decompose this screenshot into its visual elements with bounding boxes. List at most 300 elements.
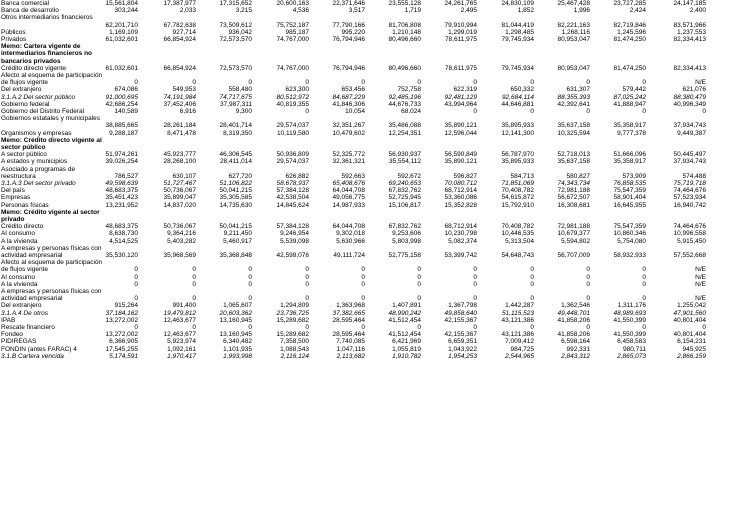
table-cell: 0 [305,295,309,303]
table-cell: 630,107 [172,172,196,180]
table-cell: 9,777,378 [617,129,646,137]
table-row [0,209,735,223]
table-cell: 8,638,730 [109,230,138,238]
table-cell: N/E [695,280,706,288]
table-cell: 995,220 [341,28,365,36]
table-cell: 0 [530,79,534,87]
table-cell: 51,666,096 [613,151,646,159]
table-cell: 56,787,970 [501,151,534,159]
table-cell: 56,707,009 [557,251,590,259]
table-cell: 49,056,775 [332,194,365,202]
table-cell: 82,221,163 [557,21,590,29]
table-cell: 61,032,601 [105,64,138,72]
table-cell: 0 [473,280,477,288]
table-cell: 1,294,809 [280,302,309,310]
table-cell: 49,858,640 [444,309,477,317]
table-cell: 83,571,966 [673,21,706,29]
table-cell: 42,538,504 [276,194,309,202]
table-cell: 41,846,306 [332,100,365,108]
table-cell: 1,298,485 [505,28,534,36]
table-cell: 80,496,660 [388,36,421,43]
table-cell: 79,910,994 [444,21,477,29]
table-cell: 23,727,285 [613,0,646,7]
table-cell: 6,366,905 [109,338,138,346]
table-cell: 72,981,188 [557,187,590,195]
table-cell: 584,713 [510,172,534,180]
table-cell: 8,471,478 [167,129,196,137]
table-cell: 5,923,974 [167,338,196,346]
table-cell: 1,101,935 [223,345,252,353]
table-cell: 1,367,798 [448,302,477,310]
table-cell: 52,725,945 [388,194,421,202]
table-cell: 12,463,677 [163,316,196,324]
table-cell: N/E [695,79,706,87]
row-label: Afecto al esquema de participación de flujos vigente [1,72,103,87]
table-cell: 76,794,946 [332,36,365,43]
table-row [0,137,735,151]
table-cell: 1,442,287 [505,302,534,310]
table-cell: 64,044,708 [332,187,365,195]
table-row [0,108,735,115]
table-cell: 936,042 [228,28,252,36]
table-cell: 35,637,158 [557,122,590,130]
table-cell: 39,026,254 [105,158,138,166]
table-cell: 0 [586,324,590,331]
table-cell: 43,994,964 [444,100,477,108]
row-label: Gobierno del Distrito Federal [1,108,85,115]
table-cell: 0 [586,295,590,303]
table-cell: 10,479,602 [332,129,365,137]
table-cell: 52,718,013 [557,151,590,159]
table-cell: 6,598,164 [561,338,590,346]
table-cell: 13,160,945 [219,331,252,339]
table-cell: 82,719,846 [613,21,646,29]
table-cell: 0 [192,79,196,87]
table-cell: 32,351,267 [332,122,365,130]
table-cell: 35,358,917 [613,122,646,130]
table-cell: 14,845,624 [276,201,309,209]
table-cell: 915,264 [114,302,138,310]
table-cell: 5,594,802 [561,237,590,245]
table-cell: 0 [134,280,138,288]
table-cell: 72,981,188 [557,223,590,231]
table-cell: 1,996 [573,7,590,15]
table-cell: 2,113,682 [336,352,365,360]
table-cell: 80,953,047 [557,36,590,43]
table-cell: 653,456 [341,86,365,94]
table-cell: 16,645,955 [613,201,646,209]
table-cell: 40,801,404 [673,316,706,324]
row-label: Gobierno federal [1,100,50,108]
table-cell: 1,719 [404,7,421,15]
table-cell: 0 [248,295,252,303]
table-cell: 0 [586,280,590,288]
table-cell: 5,174,591 [109,352,138,360]
table-cell: 37,452,406 [163,100,196,108]
row-label: Gobiernos estatales y municipales [1,115,100,123]
row-label: IPAB [1,316,16,324]
table-cell: 41,888,947 [613,100,646,108]
table-cell: 40,819,355 [276,100,309,108]
table-cell: 42,392,641 [557,100,590,108]
table-cell: 44,676,733 [388,100,421,108]
table-cell: 25,467,428 [557,0,590,7]
table-cell: 6,154,231 [677,338,706,346]
row-label: Empresas [1,194,31,202]
table-cell: 0 [586,266,590,274]
table-cell: 0 [642,295,646,303]
table-row [0,302,735,309]
table-cell: 0 [192,266,196,274]
table-cell: 0 [530,108,534,115]
table-cell: 28,261,184 [163,122,196,130]
table-cell: 6,916 [179,108,196,115]
table-cell: 984,725 [510,345,534,353]
table-cell: 35,305,585 [219,194,252,202]
table-cell: 0 [192,295,196,303]
table-cell: 0 [702,324,706,331]
table-cell: 13,231,952 [105,201,138,209]
row-label: Banca comercial [1,0,50,7]
table-cell: 0 [134,273,138,281]
table-cell: 0 [417,273,421,281]
table-cell: 81,044,419 [501,21,534,29]
table-cell: 75,547,359 [613,187,646,195]
table-cell: 2,843,312 [561,352,590,360]
table-cell: 17,545,255 [105,345,138,353]
table-cell: 0 [361,79,365,87]
table-cell: 84,687,229 [332,93,365,101]
table-cell: 37,987,311 [219,100,252,108]
table-cell: 68,712,914 [444,223,477,231]
table-cell: 0 [473,273,477,281]
table-cell: 980,711 [622,345,646,353]
table-cell: 991,400 [172,302,196,310]
table-cell: 0 [473,79,477,87]
table-cell: 35,890,121 [444,122,477,130]
table-cell: 6,659,351 [448,338,477,346]
table-cell: 9,300 [235,108,252,115]
row-label: Otros intermediarios financieros [1,14,93,22]
table-cell: 74,343,734 [557,180,590,187]
table-cell: 81,706,808 [388,21,421,29]
table-cell: 40,996,349 [673,100,706,108]
table-cell: 0 [305,79,309,87]
table-cell: 57,523,934 [673,194,706,202]
table-cell: 72,573,570 [219,36,252,43]
table-cell: 87,025,242 [613,93,646,101]
table-cell: 1,255,042 [677,302,706,310]
table-cell: 17,387,977 [163,0,196,7]
table-cell: 6,340,482 [223,338,252,346]
table-cell: 1,065,607 [223,302,252,310]
table-cell: 15,561,804 [105,0,138,7]
table-cell: 68,024 [401,108,421,115]
table-cell: 52,325,772 [332,151,365,159]
table-cell: 35,358,917 [613,158,646,166]
table-cell: 19,479,812 [163,309,196,317]
table-cell: 35,895,933 [501,122,534,130]
row-label: A estados y municipios [1,158,68,166]
table-cell: 1,055,819 [392,345,421,353]
table-cell: 24,261,765 [444,0,477,7]
table-cell: 91,000,695 [105,93,138,101]
table-cell: N/E [695,273,706,281]
table-cell: 786,527 [114,172,138,180]
table-row [0,65,735,72]
table-cell: 622,319 [453,86,477,94]
table-cell: 41,858,206 [557,331,590,339]
table-row [0,187,735,194]
table-cell: 9,253,606 [392,230,421,238]
table-cell: 20,600,163 [276,0,309,7]
row-label: A sector público [1,151,47,159]
table-row [0,317,735,324]
table-cell: 51,106,822 [219,180,252,187]
table-cell: 74,717,675 [219,93,252,101]
table-cell: 58,678,937 [276,180,309,187]
table-cell: 9,211,450 [223,230,252,238]
table-row [0,180,735,187]
table-cell: 579,442 [622,86,646,94]
table-cell: 9,246,954 [280,230,309,238]
table-cell: 0 [248,79,252,87]
table-row [0,194,735,201]
table-cell: N/E [695,266,706,274]
table-cell: 752,758 [397,86,421,94]
row-label: PIDIREGAS [1,338,37,346]
table-cell: 1,362,546 [561,302,590,310]
table-cell: 7,009,412 [505,338,534,346]
table-cell: 37,934,743 [673,158,706,166]
row-label: Banca de desarrollo [1,7,59,15]
table-cell: 0 [642,108,646,115]
table-cell: 15,792,910 [501,201,534,209]
table-row [0,346,735,353]
table-cell: 43,121,386 [501,316,534,324]
row-label: Memo: Cartera vigente de intermediarios financieros no bancarios privados [1,43,93,65]
table-cell: 50,736,067 [163,187,196,195]
row-label: Privados [1,36,27,43]
table-row [0,353,735,360]
table-row [0,331,735,338]
table-cell: 13,272,002 [105,331,138,339]
table-cell: 9,364,216 [167,230,196,238]
table-cell: 66,854,924 [163,36,196,43]
table-cell: 2,033 [179,7,196,15]
table-cell: 0 [586,273,590,281]
table-cell: 71,851,069 [501,180,534,187]
row-label: 3.1.B Cartera vencida [1,352,64,360]
table-cell: N/E [695,295,706,303]
table-cell: 14,987,933 [332,201,365,209]
table-cell: 558,480 [228,86,252,94]
table-cell: 2,424 [629,7,646,15]
row-label: Del extranjero [1,302,42,310]
table-cell: 0 [192,273,196,281]
table-cell: 1,311,176 [617,302,646,310]
table-cell: 0 [361,266,365,274]
table-cell: 7,740,085 [336,338,365,346]
table-row [0,115,735,129]
table-cell: 303,244 [114,7,138,15]
table-cell: 23,736,725 [276,309,309,317]
table-cell: 1,047,116 [336,345,365,353]
table-row [0,166,735,180]
table-cell: 68,712,914 [444,187,477,195]
table-cell: 1,043,922 [448,345,477,353]
row-label: Al consumo [1,273,35,281]
table-cell: 8,319,350 [223,129,252,137]
table-cell: 32,361,321 [332,158,365,166]
table-cell: 51,727,467 [163,180,196,187]
table-cell: 0 [134,295,138,303]
table-cell: 5,313,504 [505,237,534,245]
table-cell: 51,115,523 [501,309,534,317]
table-cell: 41,512,454 [388,331,421,339]
table-cell: 674,086 [114,86,138,94]
row-label: Públicos [1,28,26,36]
table-cell: 22,371,646 [332,0,365,7]
table-cell: 2,400 [689,7,706,15]
table-cell: 0 [417,79,421,87]
table-cell: 23,555,128 [388,0,421,7]
table-cell: 0 [530,266,534,274]
table-cell: 0 [530,273,534,281]
table-cell: 69,240,653 [388,180,421,187]
row-label: Crédito directo vigente [1,64,67,72]
table-cell: 0 [361,273,365,281]
table-cell: 9,449,387 [677,129,706,137]
table-cell: 92,485,196 [388,93,421,101]
table-cell: 70,408,782 [501,187,534,195]
table-cell: 1,210,148 [392,28,421,36]
table-cell: 24,147,185 [673,0,706,7]
table-cell: 992,331 [566,345,590,353]
table-cell: 51,974,261 [105,151,138,159]
table-cell: 1,268,116 [561,28,590,36]
table-cell: 42,155,367 [444,316,477,324]
table-cell: 0 [642,324,646,331]
table-row [0,238,735,245]
table-cell: 53,360,086 [444,194,477,202]
table-cell: 35,968,569 [163,251,196,259]
table-cell: 50,445,497 [673,151,706,159]
table-cell: 35,530,120 [105,251,138,259]
row-label: FONDIN (antes FARAC) 4 [1,345,77,353]
table-cell: 74,767,000 [276,36,309,43]
table-cell: 626,882 [285,172,309,180]
row-label: Memo: Crédito vigente al sector privado [1,208,100,223]
table-cell: 14,735,630 [219,201,252,209]
table-cell: 592,663 [341,172,365,180]
table-cell: 76,858,535 [613,180,646,187]
table-cell: 0 [473,108,477,115]
table-cell: 0 [305,273,309,281]
table-cell: 1,169,109 [109,28,138,36]
table-cell: 10,679,377 [557,230,590,238]
row-label: 3.1.A.4 De otros [1,309,48,317]
table-cell: 5,754,080 [617,237,646,245]
table-cell: 9,288,187 [109,129,138,137]
table-cell: 35,451,423 [105,194,138,202]
table-cell: 35,368,848 [219,251,252,259]
table-cell: 57,384,128 [276,187,309,195]
table-cell: 2,865,073 [617,352,646,360]
table-cell: 0 [134,324,138,331]
table-cell: 0 [361,295,365,303]
table-row [0,29,735,36]
table-cell: 15,352,828 [444,201,477,209]
table-row [0,245,735,259]
table-row [0,338,735,345]
table-cell: 62,201,710 [105,21,138,29]
table-cell: 80,953,047 [557,64,590,72]
table-row [0,86,735,93]
table-cell: 631,307 [566,86,590,94]
table-cell: 29,574,037 [276,158,309,166]
table-row [0,151,735,158]
table-row [0,230,735,237]
table-row [0,274,735,281]
table-cell: 592,672 [397,172,421,180]
table-cell: 16,308,681 [557,201,590,209]
table-cell: 5,630,966 [336,237,365,245]
table-cell: 73,509,612 [219,21,252,29]
table-cell: 16,940,742 [673,201,706,209]
table-cell: 43,121,386 [501,331,534,339]
table-cell: 1,407,891 [392,302,421,310]
row-label: 3.1.A.2 Del sector público [1,93,76,101]
table-cell: 0 [134,266,138,274]
table-cell: 9,302,018 [336,230,365,238]
table-cell: 0 [473,324,477,331]
table-cell: 1,852 [517,7,534,15]
table-cell: 5,082,374 [448,237,477,245]
table-cell: 0 [586,108,590,115]
table-cell: 48,683,375 [105,187,138,195]
table-cell: 580,827 [566,172,590,180]
table-cell: 57,552,668 [673,251,706,259]
table-cell: 28,595,464 [332,331,365,339]
table-cell: 48,683,375 [105,223,138,231]
table-cell: 10,860,346 [613,230,646,238]
table-cell: 0 [586,79,590,87]
table-cell: 985,187 [285,28,309,36]
table-row [0,130,735,137]
table-cell: 5,403,282 [167,237,196,245]
table-cell: 74,464,676 [673,223,706,231]
table-cell: 81,474,250 [613,64,646,72]
table-cell: 0 [642,280,646,288]
table-cell: 0 [642,79,646,87]
table-cell: 1,088,543 [280,345,309,353]
table-cell: 12,596,044 [444,129,477,137]
table-cell: 650,332 [510,86,534,94]
table-row [0,288,735,302]
table-cell: 0 [642,273,646,281]
table-cell: 1,954,253 [448,352,477,360]
table-cell: 58,901,404 [613,194,646,202]
table-cell: 2,866,159 [677,352,706,360]
table-row [0,36,735,43]
table-cell: 35,554,112 [388,158,421,166]
table-cell: 0 [530,295,534,303]
table-cell: 49,111,724 [333,251,365,259]
table-cell: 945,925 [682,345,706,353]
row-label: Afecto al esquema de participación de flujos vigente [1,259,103,274]
row-label: Personas físicas [1,201,49,209]
